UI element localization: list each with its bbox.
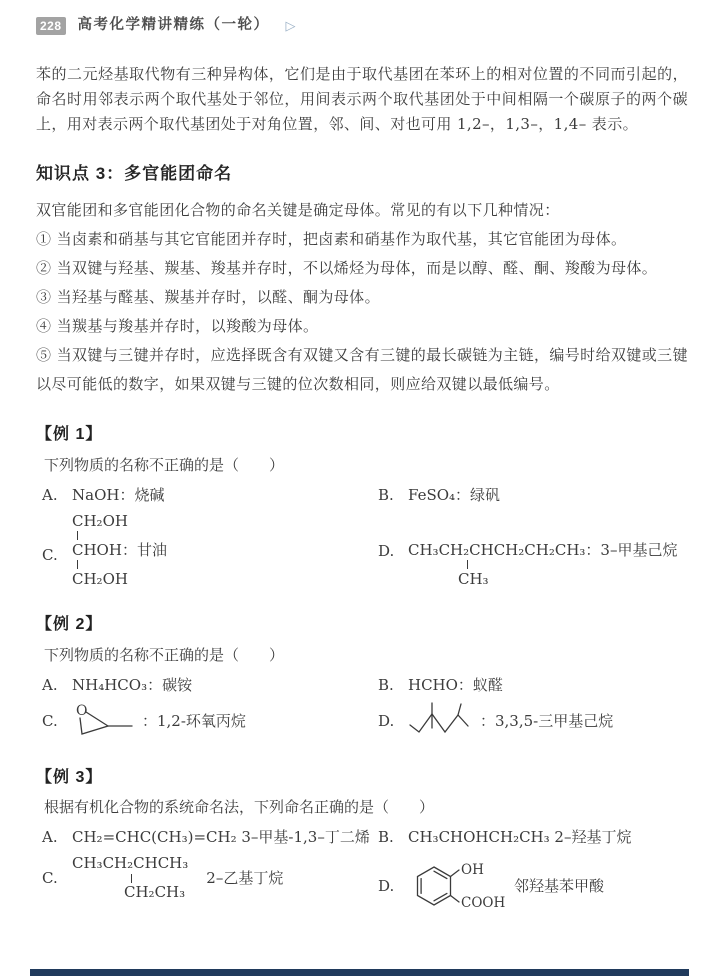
example-1-option-b (378, 485, 688, 506)
book-title: 高考化学精讲精练（一轮） (77, 17, 270, 34)
intro-paragraph: 苯的二元烃基取代物有三种异构体，它们是由于取代基团在苯环上的相对位置的不同而引起的，命名时用邻表示两个取代基处于邻位，用间表示两个取代基团处于中间相隔一个碳原子的两个碳上，用对表示两个取代基团处于对角位置，邻、间、对也可用 1,2–，1,3–，1,4– 表示。 (36, 65, 688, 133)
option-letter: B. (378, 485, 394, 504)
hydroxyl-label: OH (461, 862, 484, 879)
example-3-option-c (42, 854, 378, 902)
option-text: NaOH：烧碱 (72, 485, 165, 504)
example-1-option-a (42, 485, 378, 506)
page-number-badge: 228 (36, 17, 66, 35)
skeletal-structure-diagram (408, 702, 474, 742)
example-3-option-b (378, 827, 688, 848)
compound-name: 2–乙基丁烷 (206, 868, 284, 887)
example-1-question: 下列物质的名称不正确的是（ ） (44, 455, 285, 474)
example-3-options (42, 827, 688, 918)
example-3-question: 根据有机化合物的系统命名法，下列命名正确的是（ ） (44, 798, 435, 817)
option-letter: B. (378, 675, 394, 694)
page-header (36, 16, 688, 36)
option-letter: C. (42, 868, 58, 887)
example-2-title: 【例 2】 (36, 615, 103, 633)
option-letter: D. (378, 876, 395, 895)
formula-line (72, 541, 167, 560)
option-letter: A. (42, 485, 58, 504)
play-triangle-icon: ▷ (285, 18, 296, 34)
single-bond (131, 874, 132, 883)
single-bond (77, 531, 78, 540)
compound-name: 邻羟基苯甲酸 (514, 876, 605, 895)
option-text: FeSO₄：绿矾 (408, 485, 501, 504)
option-letter: A. (42, 675, 58, 694)
rule-item-4: ④ 当羰基与羧基并存时，以羧酸为母体。 (36, 317, 319, 336)
footer-rule (30, 969, 689, 976)
compound-name: ：甘油 (121, 540, 167, 559)
example-2-question: 下列物质的名称不正确的是（ ） (44, 645, 285, 664)
option-letter: B. (378, 828, 394, 847)
example-2 (36, 615, 688, 742)
example-1-options (42, 485, 688, 589)
formula-line: CH₃CH₂CHCH₂CH₂CH₃：3–甲基己烷 (408, 540, 678, 559)
formula-line: CH₂OH (72, 511, 128, 530)
substituent-label: CH₂CH₃ (124, 883, 186, 902)
example-3-option-d (378, 854, 688, 918)
substituent-label: CH₃ (458, 569, 489, 588)
rule-item-1: ① 当卤素和硝基与其它官能团并存时，把卤素和硝基作为取代基，其它官能团为母体。 (36, 230, 627, 249)
knowledge-body (36, 196, 688, 399)
compound-name: ：3,3,5-三甲基己烷 (480, 712, 614, 731)
option-letter: D. (378, 712, 395, 731)
section-lead: 双官能团和多官能团化合物的命名关键是确定母体。常见的有以下几种情况： (36, 201, 560, 220)
option-text: HCHO：蚁醛 (408, 675, 503, 694)
example-2-option-b (378, 675, 688, 696)
example-2-option-d (378, 702, 688, 742)
example-1-title: 【例 1】 (36, 426, 103, 444)
option-text: CH₂=CHC(CH₃)=CH₂ 3–甲基-1,3–丁二烯 (72, 828, 370, 847)
option-letter: C. (42, 545, 58, 564)
example-3-option-a (42, 827, 378, 848)
epoxide-ring-diagram (72, 702, 136, 742)
option-letter: D. (378, 541, 395, 560)
formula-fragment: CHOH (72, 540, 122, 559)
ethylbutane-structure (72, 854, 188, 902)
rule-item-3: ③ 当羟基与醛基、羰基并存时，以醛、酮为母体。 (36, 288, 380, 307)
oxygen-atom-label: O (76, 702, 88, 719)
methylhexane-structure (408, 541, 677, 589)
benzene-ring-diagram (408, 854, 508, 918)
example-3 (36, 768, 688, 919)
example-2-option-c (42, 702, 378, 742)
section-heading: 知识点 3：多官能团命名 (36, 164, 233, 183)
rule-item-2: ② 当双键与羟基、羰基、羧基并存时，不以烯烃为母体，而是以醇、醛、酮、羧酸为母体。 (36, 259, 658, 278)
option-text: NH₄HCO₃：碳铵 (72, 675, 193, 694)
example-1-option-d (378, 541, 688, 589)
option-letter: A. (42, 828, 58, 847)
glycerol-structure (72, 512, 167, 589)
example-2-options (42, 675, 688, 742)
option-letter: C. (42, 712, 58, 731)
example-1-option-c (42, 512, 378, 589)
formula-line: CH₂OH (72, 569, 128, 588)
example-1 (36, 425, 688, 589)
compound-name: ：1,2-环氧丙烷 (142, 712, 246, 731)
single-bond (467, 560, 468, 569)
example-2-option-a (42, 675, 378, 696)
single-bond (77, 560, 78, 569)
option-text: CH₃CHOHCH₂CH₃ 2–羟基丁烷 (408, 828, 632, 847)
carboxyl-label: COOH (461, 895, 506, 912)
example-3-title: 【例 3】 (36, 768, 103, 786)
rule-item-5: ⑤ 当双键与三键并存时，应选择既含有双键又含有三键的最长碳链为主链，编号时给双键或三键以尽可能低的数字，如果双键与三键的位次数相同，则应给双键以最低编号。 (36, 346, 688, 394)
formula-line: CH₃CH₂CHCH₃ (72, 854, 189, 873)
